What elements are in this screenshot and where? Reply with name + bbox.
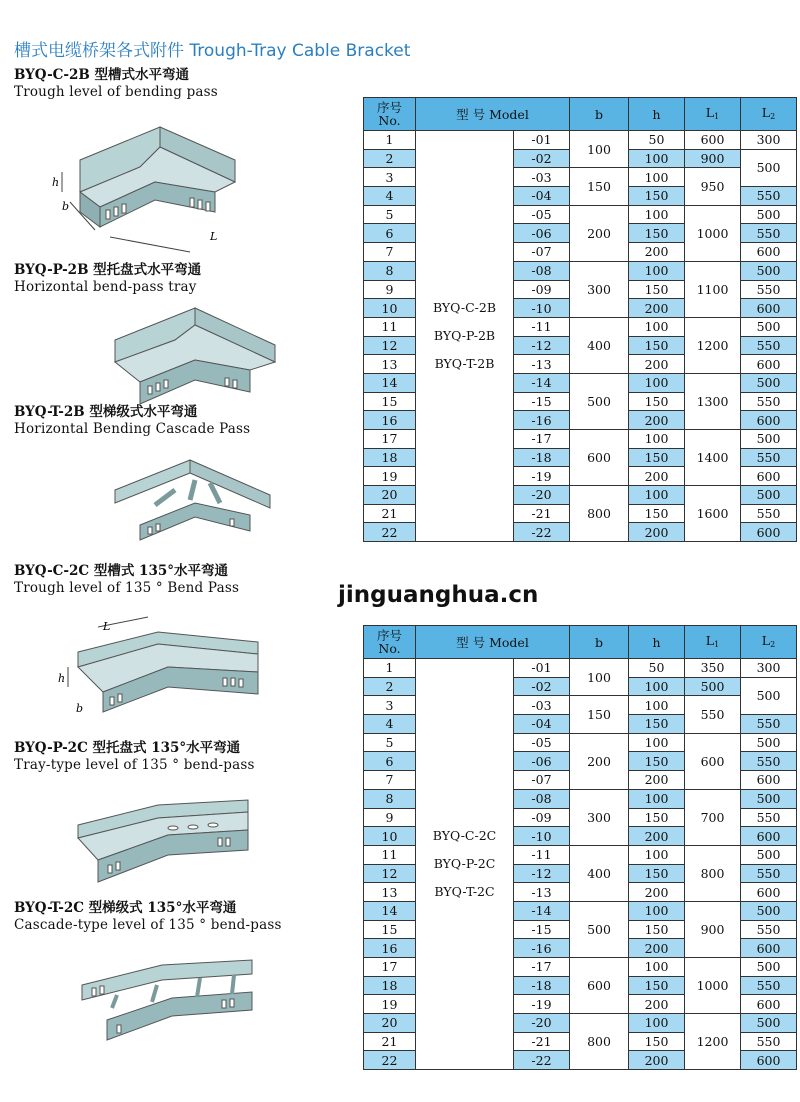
l2-value: 600 [741, 1051, 797, 1070]
header-no: 序号 No. [364, 98, 416, 131]
l2-value: 500 [741, 958, 797, 977]
model-suffix: -21 [514, 1032, 570, 1051]
model-suffix: -12 [514, 864, 570, 883]
row-number: 8 [364, 789, 416, 808]
row-number: 11 [364, 317, 416, 336]
spec-table-2b [363, 97, 797, 542]
l2-value: 600 [741, 939, 797, 958]
model-suffix: -22 [514, 1051, 570, 1070]
model-suffix: -17 [514, 430, 570, 449]
b-value: 500 [570, 373, 629, 429]
l2-value: 500 [741, 486, 797, 505]
row-number: 13 [364, 355, 416, 374]
model-suffix: -06 [514, 224, 570, 243]
row-number: 4 [364, 187, 416, 206]
b-value: 100 [570, 131, 629, 168]
l2-value: 600 [741, 467, 797, 486]
row-number: 13 [364, 883, 416, 902]
b-value: 100 [570, 659, 629, 696]
model-suffix: -18 [514, 976, 570, 995]
trough-135-bend-figure [48, 612, 268, 722]
h-value: 200 [629, 299, 685, 318]
l2-value: 500 [741, 317, 797, 336]
h-value: 200 [629, 939, 685, 958]
l2-value: 600 [741, 299, 797, 318]
l2-value: 550 [741, 187, 797, 206]
l1-value: 600 [685, 131, 741, 150]
h-value: 200 [629, 827, 685, 846]
row-number: 12 [364, 336, 416, 355]
l2-value: 600 [741, 411, 797, 430]
h-value: 200 [629, 523, 685, 542]
h-value: 150 [629, 280, 685, 299]
h-value: 100 [629, 486, 685, 505]
h-value: 100 [629, 373, 685, 392]
h-value: 50 [629, 659, 685, 678]
l2-value: 550 [741, 808, 797, 827]
l2-value: 500 [741, 733, 797, 752]
row-number: 11 [364, 845, 416, 864]
h-value: 150 [629, 976, 685, 995]
item-label-t2b [14, 404, 250, 438]
l2-value: 550 [741, 504, 797, 523]
h-value: 150 [629, 808, 685, 827]
l2-value: 550 [741, 920, 797, 939]
model-suffix: -13 [514, 883, 570, 902]
model-suffix: -14 [514, 373, 570, 392]
row-number: 21 [364, 504, 416, 523]
b-value: 200 [570, 205, 629, 261]
b-value: 500 [570, 901, 629, 957]
l2-value: 550 [741, 448, 797, 467]
row-number: 22 [364, 523, 416, 542]
h-value: 100 [629, 789, 685, 808]
model-suffix: -19 [514, 995, 570, 1014]
row-number: 10 [364, 827, 416, 846]
model-suffix: -21 [514, 504, 570, 523]
model-suffix: -22 [514, 523, 570, 542]
h-value: 100 [629, 677, 685, 696]
item-name-zh: BYQ-C-2C 型槽式 135°水平弯通 [14, 563, 228, 579]
h-value: 100 [629, 168, 685, 187]
model-names: BYQ-C-2C BYQ-P-2C BYQ-T-2C [416, 659, 514, 1070]
b-value: 600 [570, 958, 629, 1014]
row-number: 16 [364, 411, 416, 430]
model-suffix: -07 [514, 243, 570, 262]
row-number: 15 [364, 392, 416, 411]
l1-value: 1000 [685, 205, 741, 261]
item-name-en: Cascade-type level of 135 ° bend-pass [14, 917, 282, 933]
row-number: 14 [364, 901, 416, 920]
row-number: 7 [364, 771, 416, 790]
h-value: 100 [629, 149, 685, 168]
row-number: 4 [364, 715, 416, 734]
h-value: 200 [629, 411, 685, 430]
h-value: 50 [629, 131, 685, 150]
row-number: 6 [364, 224, 416, 243]
h-value: 150 [629, 224, 685, 243]
row-number: 17 [364, 430, 416, 449]
l2-value: 500 [741, 845, 797, 864]
h-value: 100 [629, 317, 685, 336]
row-number: 7 [364, 243, 416, 262]
h-value: 200 [629, 771, 685, 790]
l1-value: 1100 [685, 261, 741, 317]
h-value: 150 [629, 1032, 685, 1051]
item-name-zh: BYQ-T-2C 型梯级式 135°水平弯通 [14, 900, 237, 916]
model-suffix: -02 [514, 677, 570, 696]
row-number: 3 [364, 696, 416, 715]
b-value: 800 [570, 1014, 629, 1070]
header-l1: $L_1$ [685, 626, 741, 659]
l2-value: 550 [741, 864, 797, 883]
row-number: 1 [364, 659, 416, 678]
l2-value: 500 [741, 149, 797, 186]
l1-value: 700 [685, 789, 741, 845]
header-no: 序号 No. [364, 626, 416, 659]
l2-value: 600 [741, 243, 797, 262]
h-value: 150 [629, 864, 685, 883]
row-number: 9 [364, 280, 416, 299]
dim-h-label-135: h [58, 672, 66, 685]
row-number: 20 [364, 1014, 416, 1033]
model-suffix: -01 [514, 659, 570, 678]
item-name-en: Trough level of 135 ° Bend Pass [14, 580, 240, 596]
h-value: 150 [629, 336, 685, 355]
row-number: 19 [364, 995, 416, 1014]
model-suffix: -18 [514, 448, 570, 467]
h-value: 100 [629, 958, 685, 977]
header-l1: $L_1$ [685, 98, 741, 131]
l1-value: 500 [685, 677, 741, 696]
l2-value: 500 [741, 205, 797, 224]
l1-value: 600 [685, 733, 741, 789]
h-value: 200 [629, 995, 685, 1014]
l2-value: 550 [741, 1032, 797, 1051]
model-suffix: -08 [514, 261, 570, 280]
model-suffix: -10 [514, 827, 570, 846]
item-name-zh: BYQ-T-2B 型梯级式水平弯通 [14, 404, 198, 420]
b-value: 400 [570, 317, 629, 373]
table-row [364, 131, 797, 150]
l2-value: 550 [741, 752, 797, 771]
model-suffix: -11 [514, 845, 570, 864]
b-value: 400 [570, 845, 629, 901]
item-name-zh: BYQ-P-2B 型托盘式水平弯通 [14, 262, 202, 278]
ladder-135-bend-figure [72, 950, 262, 1045]
row-number: 10 [364, 299, 416, 318]
header-h: h [629, 98, 685, 131]
model-suffix: -02 [514, 149, 570, 168]
model-suffix: -20 [514, 486, 570, 505]
item-name-zh: BYQ-C-2B 型槽式水平弯通 [14, 67, 190, 83]
l2-value: 500 [741, 901, 797, 920]
row-number: 18 [364, 448, 416, 467]
b-value: 800 [570, 486, 629, 542]
l1-value: 1300 [685, 373, 741, 429]
model-suffix: -10 [514, 299, 570, 318]
header-b: b [570, 98, 629, 131]
trough-90-bend-figure [40, 112, 260, 257]
l2-value: 300 [741, 659, 797, 678]
l2-value: 550 [741, 976, 797, 995]
row-number: 21 [364, 1032, 416, 1051]
l1-value: 950 [685, 168, 741, 205]
header-l2: $L_2$ [741, 626, 797, 659]
row-number: 15 [364, 920, 416, 939]
h-value: 100 [629, 261, 685, 280]
item-label-c2c [14, 563, 239, 597]
model-suffix: -14 [514, 901, 570, 920]
model-suffix: -16 [514, 411, 570, 430]
l2-value: 500 [741, 261, 797, 280]
h-value: 100 [629, 205, 685, 224]
item-label-p2b [14, 262, 201, 296]
dim-l-label: L [210, 230, 218, 243]
l1-value: 900 [685, 901, 741, 957]
model-suffix: -03 [514, 168, 570, 187]
model-suffix: -07 [514, 771, 570, 790]
l2-value: 600 [741, 771, 797, 790]
l2-value: 500 [741, 1014, 797, 1033]
h-value: 150 [629, 392, 685, 411]
l2-value: 500 [741, 677, 797, 714]
model-suffix: -08 [514, 789, 570, 808]
l1-value: 800 [685, 845, 741, 901]
row-number: 5 [364, 733, 416, 752]
model-names: BYQ-C-2B BYQ-P-2B BYQ-T-2B [416, 131, 514, 542]
b-value: 200 [570, 733, 629, 789]
header-l2: $L_2$ [741, 98, 797, 131]
h-value: 100 [629, 1014, 685, 1033]
item-name-en: Trough level of bending pass [14, 84, 218, 100]
l2-value: 550 [741, 715, 797, 734]
model-suffix: -20 [514, 1014, 570, 1033]
model-suffix: -17 [514, 958, 570, 977]
header-model: 型 号 Model [416, 98, 570, 131]
l2-value: 550 [741, 224, 797, 243]
b-value: 150 [570, 168, 629, 205]
item-name-en: Horizontal Bending Cascade Pass [14, 421, 251, 437]
h-value: 200 [629, 243, 685, 262]
l2-value: 600 [741, 883, 797, 902]
model-suffix: -11 [514, 317, 570, 336]
h-value: 200 [629, 883, 685, 902]
l2-value: 300 [741, 131, 797, 150]
l2-value: 500 [741, 430, 797, 449]
l1-value: 1000 [685, 958, 741, 1014]
l2-value: 500 [741, 789, 797, 808]
l1-value: 550 [685, 696, 741, 733]
b-value: 300 [570, 261, 629, 317]
h-value: 100 [629, 430, 685, 449]
row-number: 20 [364, 486, 416, 505]
h-value: 150 [629, 187, 685, 206]
h-value: 100 [629, 845, 685, 864]
l2-value: 550 [741, 392, 797, 411]
row-number: 16 [364, 939, 416, 958]
row-number: 2 [364, 677, 416, 696]
row-number: 5 [364, 205, 416, 224]
header-model: 型 号 Model [416, 626, 570, 659]
row-number: 22 [364, 1051, 416, 1070]
l1-value: 350 [685, 659, 741, 678]
h-value: 150 [629, 715, 685, 734]
h-value: 150 [629, 504, 685, 523]
tray-135-bend-figure [68, 790, 258, 890]
model-suffix: -12 [514, 336, 570, 355]
h-value: 100 [629, 901, 685, 920]
model-suffix: -13 [514, 355, 570, 374]
h-value: 200 [629, 467, 685, 486]
item-label-c2b [14, 67, 218, 101]
model-suffix: -01 [514, 131, 570, 150]
row-number: 1 [364, 131, 416, 150]
row-number: 12 [364, 864, 416, 883]
model-suffix: -04 [514, 187, 570, 206]
l1-value: 1600 [685, 486, 741, 542]
h-value: 150 [629, 752, 685, 771]
h-value: 150 [629, 448, 685, 467]
model-suffix: -06 [514, 752, 570, 771]
ladder-90-bend-figure [100, 445, 285, 550]
row-number: 6 [364, 752, 416, 771]
h-value: 150 [629, 920, 685, 939]
header-h: h [629, 626, 685, 659]
model-suffix: -05 [514, 733, 570, 752]
model-suffix: -03 [514, 696, 570, 715]
model-suffix: -19 [514, 467, 570, 486]
row-number: 3 [364, 168, 416, 187]
row-number: 18 [364, 976, 416, 995]
dim-b-label-135: b [76, 702, 84, 715]
h-value: 200 [629, 355, 685, 374]
row-number: 9 [364, 808, 416, 827]
item-name-en: Horizontal bend-pass tray [14, 279, 197, 295]
l1-value: 1400 [685, 430, 741, 486]
b-value: 300 [570, 789, 629, 845]
spec-table-2c [363, 625, 797, 1070]
dim-b-label: b [62, 200, 70, 213]
watermark: jinguanghua.cn [338, 582, 539, 608]
model-suffix: -09 [514, 280, 570, 299]
item-label-t2c [14, 900, 282, 934]
h-value: 200 [629, 1051, 685, 1070]
page-title: 槽式电缆桥架各式附件 Trough-Tray Cable Bracket [14, 41, 411, 61]
h-value: 100 [629, 696, 685, 715]
dim-h-label: h [52, 176, 60, 189]
b-value: 600 [570, 430, 629, 486]
item-name-zh: BYQ-P-2C 型托盘式 135°水平弯通 [14, 740, 241, 756]
model-suffix: -15 [514, 392, 570, 411]
l2-value: 600 [741, 355, 797, 374]
l2-value: 550 [741, 280, 797, 299]
h-value: 100 [629, 733, 685, 752]
dim-l-label-135: L [103, 620, 111, 633]
l1-value: 900 [685, 149, 741, 168]
l2-value: 600 [741, 827, 797, 846]
item-label-p2c [14, 740, 255, 774]
b-value: 150 [570, 696, 629, 733]
l2-value: 600 [741, 995, 797, 1014]
l2-value: 500 [741, 373, 797, 392]
l2-value: 600 [741, 523, 797, 542]
model-suffix: -16 [514, 939, 570, 958]
model-suffix: -09 [514, 808, 570, 827]
l1-value: 1200 [685, 1014, 741, 1070]
table-row [364, 659, 797, 678]
row-number: 17 [364, 958, 416, 977]
row-number: 19 [364, 467, 416, 486]
model-suffix: -15 [514, 920, 570, 939]
l2-value: 550 [741, 336, 797, 355]
row-number: 8 [364, 261, 416, 280]
header-b: b [570, 626, 629, 659]
model-suffix: -04 [514, 715, 570, 734]
row-number: 14 [364, 373, 416, 392]
tray-90-bend-figure [100, 300, 285, 408]
item-name-en: Tray-type level of 135 ° bend-pass [14, 757, 255, 773]
model-suffix: -05 [514, 205, 570, 224]
l1-value: 1200 [685, 317, 741, 373]
row-number: 2 [364, 149, 416, 168]
